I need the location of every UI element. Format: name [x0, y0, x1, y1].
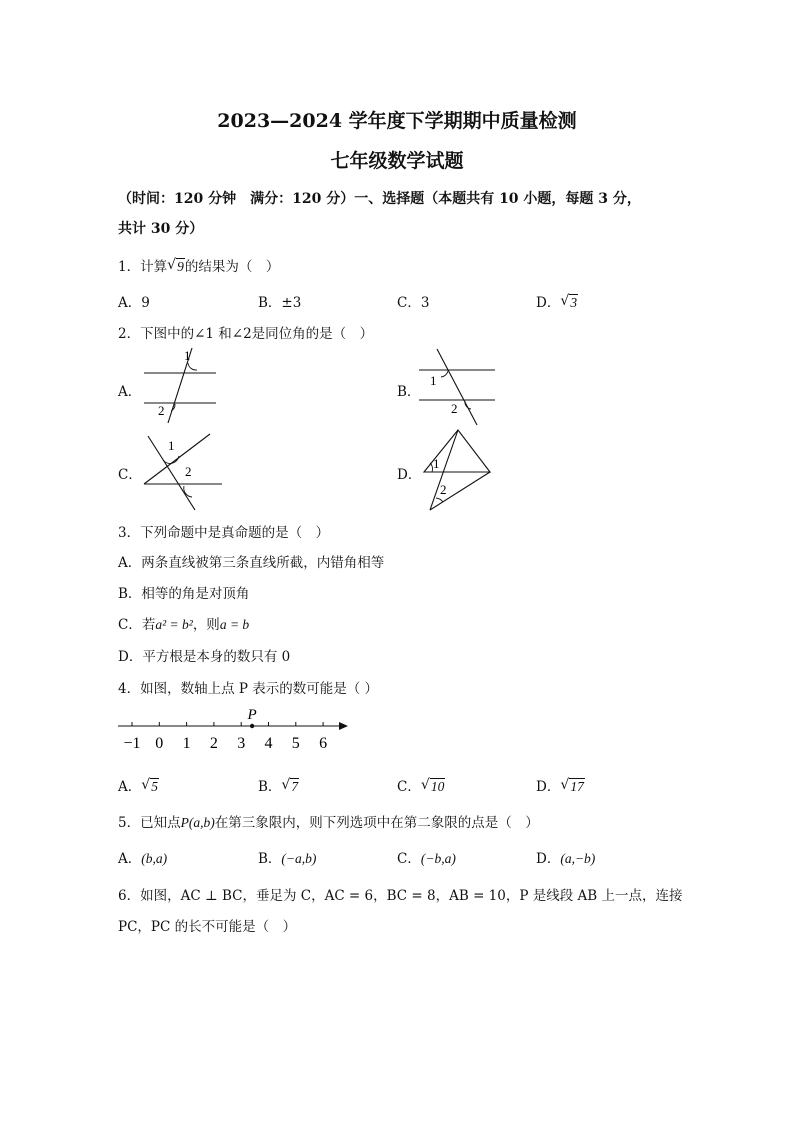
q2-figure-a — [140, 345, 220, 425]
number-line-tick-label: 2 — [209, 735, 218, 752]
q2-c-angle-1: 1 — [168, 438, 175, 453]
number-line-tick-label: 4 — [264, 735, 273, 752]
q2-a-angle-2: 2 — [158, 403, 165, 418]
q4-option-a: A． √ 5 — [118, 777, 158, 795]
q3-stem: 3．下列命题中是真命题的是（ ） — [118, 525, 330, 541]
q1-option-a: A．9 — [118, 295, 150, 311]
q5-option-a: A．(b,a) — [118, 851, 168, 867]
q1-option-c: C．3 — [397, 295, 430, 311]
q5-stem: 5．已知点P(a,b)在第三象限内，则下列选项中在第二象限的点是（ ） — [118, 815, 539, 831]
q4-option-b: B． √ 7 — [258, 777, 299, 795]
q6-stem-line-2: PC，PC 的长不可能是（ ） — [118, 919, 297, 935]
exam-title: 2023—2024 学年度下学期期中质量检测 — [217, 110, 577, 132]
q2-c-angle-2: 2 — [185, 464, 192, 479]
q2-stem: 2．下图中的∠1 和∠2是同位角的是（ ） — [118, 326, 374, 342]
q3-option-a: A．两条直线被第三条直线所截，内错角相等 — [118, 555, 385, 571]
q3-c-equation-1: a² = b² — [155, 617, 193, 632]
q2-option-b-label: B． — [397, 384, 421, 400]
q1-stem — [118, 255, 279, 275]
q2-b-angle-1: 1 — [430, 373, 437, 388]
q2-option-c-label: C． — [118, 467, 142, 483]
point-p-label: P — [247, 707, 257, 723]
q2-d-angle-2: 2 — [440, 482, 447, 497]
number-line-tick-label: 3 — [237, 735, 246, 752]
number-line-arrow — [339, 722, 348, 730]
q2-figure-b — [415, 345, 500, 430]
q5-point: P(a,b) — [180, 815, 215, 830]
q3-option-d: D．平方根是本身的数只有 0 — [118, 649, 291, 665]
q2-d-angle-1: 1 — [433, 456, 440, 471]
number-line-tick-label: −1 — [123, 735, 141, 752]
q4-option-c: C． √ 10 — [397, 777, 445, 795]
q2-option-d-label: D． — [397, 467, 422, 483]
q4-number-line — [118, 704, 358, 752]
q2-a-angle-1: 1 — [184, 348, 191, 363]
q5-option-b: B．(−a,b) — [258, 851, 317, 867]
q4-stem: 4．如图，数轴上点 P 表示的数可能是（ ） — [118, 681, 379, 697]
number-line-tick-label: 6 — [319, 735, 328, 752]
q2-b-angle-2: 2 — [451, 401, 458, 416]
q2-figure-d — [418, 428, 498, 513]
point-p-dot — [250, 724, 254, 728]
q2-option-a-label: A． — [118, 384, 142, 400]
q2-figure-c — [140, 430, 225, 515]
q1-suffix: 的结果为（ ） — [184, 259, 280, 275]
q6-stem-line-1: 6．如图，AC ⊥ BC，垂足为 C，AC = 6，BC = 8，AB = 10，P 是线段 AB 上一点，连接 — [118, 888, 683, 904]
q3-c-equation-2: a = b — [219, 617, 250, 632]
q1-prefix: 1．计算 — [118, 259, 168, 275]
number-line-tick-label: 5 — [291, 735, 300, 752]
q1-radicand: 9 — [177, 259, 184, 274]
number-line-tick-label: 1 — [182, 735, 191, 752]
q1-sqrt: √ 9 — [167, 257, 184, 274]
q3-option-b: B．相等的角是对顶角 — [118, 586, 250, 602]
q1-option-d: D． √ 3 — [536, 293, 578, 311]
exam-info-line-1: （时间：120 分钟 满分：120 分）一、选择题（本题共有 10 小题，每题 3 分， — [118, 191, 641, 207]
exam-subtitle: 七年级数学试题 — [330, 150, 464, 172]
number-line-tick-label: 0 — [155, 735, 164, 752]
q3-option-c: C．若a² = b²，则a = b — [118, 617, 250, 633]
q5-option-c: C．(−b,a) — [397, 851, 456, 867]
q1-option-b: B．±3 — [258, 295, 302, 311]
exam-info-line-2: 共计 30 分） — [118, 221, 204, 237]
q4-option-d: D． √ 17 — [536, 777, 584, 795]
q5-option-d: D．(a,−b) — [536, 851, 596, 867]
